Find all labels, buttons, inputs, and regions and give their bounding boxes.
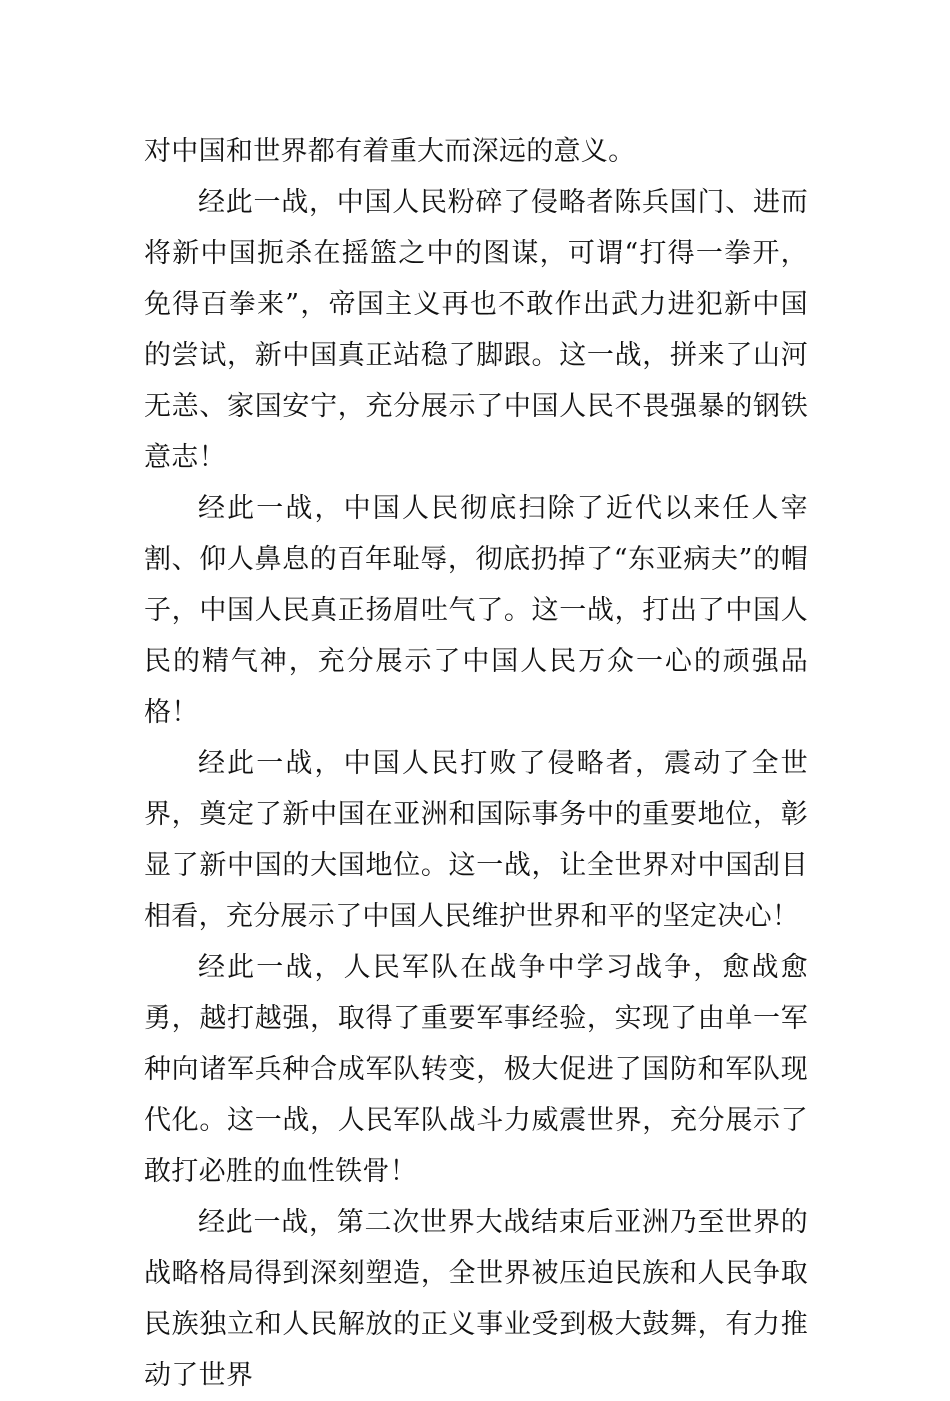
paragraph: 经此一战，第二次世界大战结束后亚洲乃至世界的战略格局得到深刻塑造，全世界被压迫民族和人民争取民族独立和人民解放的正义事业受到极大鼓舞，有力推动了世界 xyxy=(144,1207,808,1391)
document-body xyxy=(144,126,808,1401)
paragraph: 经此一战，中国人民打败了侵略者，震动了全世界，奠定了新中国在亚洲和国际事务中的重要地位，彰显了新中国的大国地位。这一战，让全世界对中国刮目相看，充分展示了中国人民维护世界和平的坚定决心！ xyxy=(144,748,808,932)
paragraph-continuation: 对中国和世界都有着重大而深远的意义。 xyxy=(144,136,636,167)
paragraph: 经此一战，人民军队在战争中学习战争，愈战愈勇，越打越强，取得了重要军事经验，实现了由单一军种向诸军兵种合成军队转变，极大促进了国防和军队现代化。这一战，人民军队战斗力威震世界，充分展示了敢打必胜的血性铁骨！ xyxy=(144,952,808,1187)
paragraph: 经此一战，中国人民粉碎了侵略者陈兵国门、进而将新中国扼杀在摇篮之中的图谋，可谓“打得一拳开，免得百拳来”，帝国主义再也不敢作出武力进犯新中国的尝试，新中国真正站稳了脚跟。这一战，拼来了山河无恙、家国安宁，充分展示了中国人民不畏强暴的钢铁意志！ xyxy=(144,187,808,473)
paragraph: 经此一战，中国人民彻底扫除了近代以来任人宰割、仰人鼻息的百年耻辱，彻底扔掉了“东亚病夫”的帽子，中国人民真正扬眉吐气了。这一战，打出了中国人民的精气神，充分展示了中国人民万众一心的顽强品格！ xyxy=(144,493,808,728)
